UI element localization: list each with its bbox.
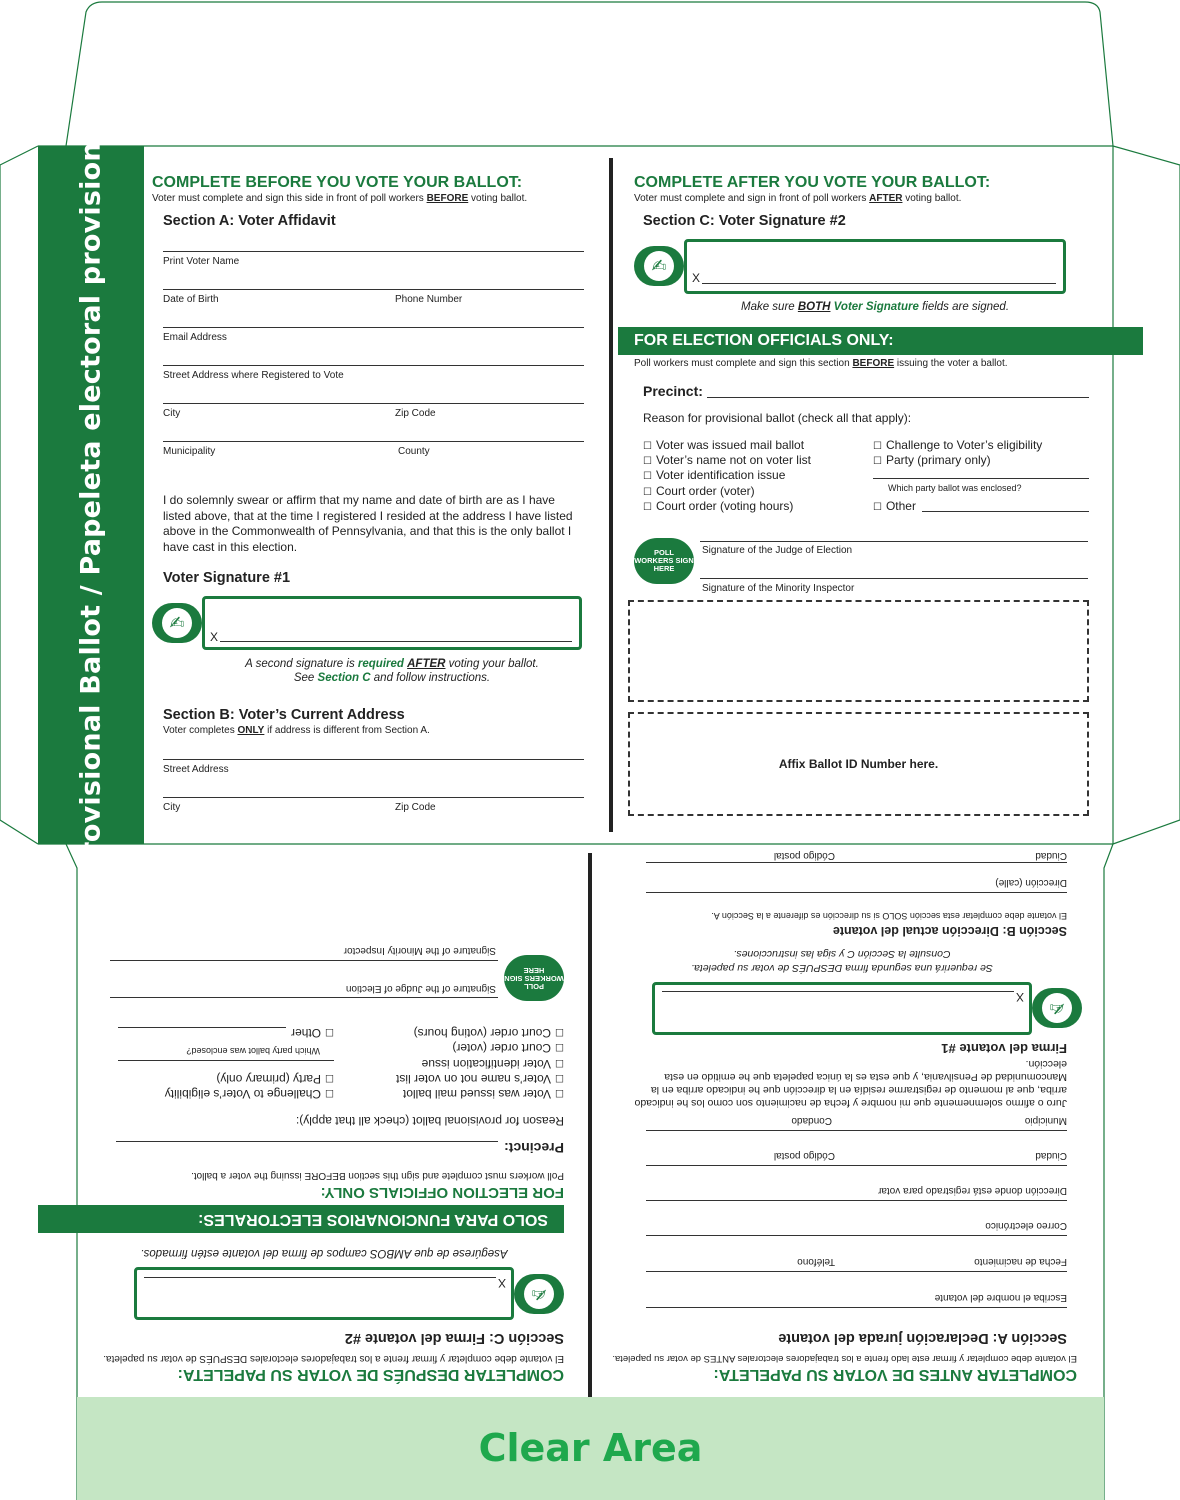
flipped-officials-sub: Poll workers must complete and sign this section BEFORE issuing the voter a ballot. — [191, 1170, 564, 1181]
signature-line — [144, 1277, 496, 1278]
reason-checkbox[interactable]: ☐ Voter identification issue — [643, 468, 785, 482]
flipped-note-2: Consulte la Sección C y siga las instrucciones. — [733, 948, 951, 960]
officials-subheading: Poll workers must complete and sign this section BEFORE issuing the voter a ballot. — [634, 358, 1008, 369]
email-line[interactable] — [163, 327, 584, 328]
street-line[interactable] — [163, 365, 584, 366]
b-zip-label: Zip Code — [395, 802, 436, 813]
pen-hand-icon: ✍ — [1032, 988, 1082, 1028]
flipped-section-a — [597, 850, 1087, 1393]
judge-signature-line[interactable] — [700, 541, 1088, 542]
which-party-label: Which party ballot was enclosed? — [888, 483, 1022, 493]
flipped-reason: Reason for provisional ballot (check all that apply): — [295, 1114, 564, 1128]
flipped-subheading: El votante debe completar y firmar frente a los trabajadores electorales DESPUÉS de votar su papeleta. — [103, 1353, 564, 1364]
poll-workers-badge: POLL WORKERS SIGN HERE — [634, 538, 694, 584]
flipped-make-sure: Asegúrese de que AMBOS campos de firma del votante estén firmados. — [140, 1247, 508, 1259]
right-subheading: Voter must complete and sign in front of poll workers AFTER voting ballot. — [634, 193, 962, 204]
print-name-line[interactable] — [163, 251, 584, 252]
reason-checkbox[interactable]: ☐ Voter was issued mail ballot — [403, 1087, 564, 1101]
affix-label: Affix Ballot ID Number here. — [778, 757, 939, 771]
signature-x-mark: X — [1015, 990, 1024, 1004]
clear-area — [77, 1397, 1104, 1500]
flipped-municipality-label: Municipio — [1024, 1115, 1067, 1126]
reason-checkbox[interactable]: ☐ Voter identification issue — [422, 1057, 564, 1071]
section-b-subtitle: Voter completes ONLY if address is different from Section A. — [163, 725, 430, 736]
street-label: Street Address where Registered to Vote — [163, 370, 344, 381]
flipped-section-c — [38, 853, 586, 1393]
flipped-officials-bar-2: FOR ELECTION OFFICIALS ONLY: — [320, 1184, 564, 1201]
b-city-zip-line[interactable] — [163, 797, 584, 798]
reason-checkbox[interactable]: ☐ Challenge to Voter’s eligibility — [165, 1087, 334, 1101]
flipped-email-line[interactable] — [646, 1235, 1067, 1236]
oath-text: I do solemnly swear or affirm that my name and date of birth are as I have listed above, that at the time I registered I resided at the address I have listed above in the Commonwealth of Pennsylvania, and that this is the only ballot I have cast in this election. — [163, 493, 573, 554]
section-a-title: Section A: Voter Affidavit — [163, 213, 336, 229]
other-checkbox[interactable]: ☐ Other — [873, 499, 916, 513]
flipped-street-line[interactable] — [646, 1200, 1067, 1201]
flipped-zip-label: Código postal — [773, 1150, 835, 1161]
clear-area-label: Clear Area — [478, 1426, 703, 1470]
flipped-precinct: Precinct: — [504, 1140, 564, 1156]
flipped-signature-box[interactable] — [134, 1267, 514, 1320]
pen-hand-icon: ✍ — [152, 603, 202, 643]
reason-checkbox[interactable]: ☐ Party (primary only) — [216, 1072, 334, 1086]
center-divider — [609, 158, 613, 832]
flipped-heading: COMPLETAR ANTES DE VOTAR SU PAPELETA: — [713, 1366, 1077, 1383]
flipped-b-street-label: Dirección (calle) — [995, 877, 1067, 888]
ballot-id-dashed-box — [628, 600, 1089, 702]
flipped-dob-label: Fecha de nacimiento — [974, 1256, 1067, 1267]
county-label: County — [398, 446, 430, 457]
flipped-section-a-title: Sección A: Declaración jurada del votante — [778, 1330, 1067, 1346]
flipped-other-line[interactable] — [118, 1027, 286, 1028]
flipped-which-party: Which party ballot was enclosed? — [186, 1046, 320, 1056]
reason-label: Reason for provisional ballot (check all that apply): — [643, 411, 912, 425]
flipped-street-label: Dirección donde está registrado para votar — [878, 1185, 1067, 1196]
flipped-section-c-title: Sección C: Firma del votante #2 — [344, 1330, 564, 1346]
flipped-judge-label: Signature of the Judge of Election — [345, 983, 496, 994]
voter-signature-1-label: Voter Signature #1 — [163, 570, 291, 586]
reason-checkbox[interactable]: ☐ Party (primary only) — [873, 453, 991, 467]
flipped-minority-line[interactable] — [110, 960, 498, 961]
flipped-b-city-label: Ciudad — [1035, 850, 1067, 861]
flipped-b-city-line[interactable] — [646, 862, 1067, 863]
officials-bar: FOR ELECTION OFFICIALS ONLY: — [618, 327, 1143, 355]
phone-label: Phone Number — [395, 294, 463, 305]
see-section-c-note: See Section C and follow instructions. — [293, 672, 491, 684]
precinct-line[interactable] — [707, 397, 1089, 398]
flipped-party-line[interactable] — [118, 1060, 334, 1061]
reason-checkbox[interactable]: ☐ Court order (voting hours) — [414, 1026, 564, 1040]
reason-checkbox[interactable]: ☐ Voter’s name not on voter list — [396, 1072, 564, 1086]
city-label: City — [163, 408, 181, 419]
flipped-subheading: El votante debe completar y firmar este lado frente a los trabajadores electorales ANTES de votar su papeleta. — [612, 1353, 1077, 1364]
flipped-judge-line[interactable] — [110, 997, 498, 998]
dob-label: Date of Birth — [163, 294, 219, 305]
flipped-officials-bar: SOLO PARA FUNCIONARIOS ELECTORALES: — [38, 1205, 564, 1233]
signature-x-mark: X — [210, 630, 219, 644]
flipped-b-zip-label: Código postal — [773, 850, 835, 861]
flipped-municipality-line[interactable] — [646, 1130, 1067, 1131]
b-street-label: Street Address — [163, 764, 229, 775]
judge-signature-label: Signature of the Judge of Election — [702, 545, 853, 556]
signature-line — [220, 641, 572, 642]
reason-checkbox[interactable]: ☐ Voter’s name not on voter list — [643, 453, 811, 467]
municipality-label: Municipality — [163, 446, 216, 457]
other-line[interactable] — [922, 511, 1089, 512]
make-sure-note: Make sure BOTH Voter Signature fields are signed. — [740, 301, 1010, 313]
flipped-section-b-title: Sección B: Dirección actual del votante — [832, 924, 1067, 938]
second-signature-note: A second signature is required AFTER voting your ballot. — [245, 658, 539, 670]
precinct-label: Precinct: — [643, 383, 703, 399]
left-heading: COMPLETE BEFORE YOU VOTE YOUR BALLOT: — [152, 174, 523, 191]
pen-hand-icon: ✍ — [634, 246, 684, 286]
right-heading: COMPLETE AFTER YOU VOTE YOUR BALLOT: — [634, 174, 991, 191]
signature-x-mark: X — [497, 1276, 506, 1290]
flipped-dob-line[interactable] — [646, 1271, 1067, 1272]
b-street-line[interactable] — [163, 759, 584, 760]
signature-line — [662, 991, 1014, 992]
reason-checkbox[interactable]: ☐ Court order (voting hours) — [643, 499, 793, 513]
b-city-label: City — [163, 802, 181, 813]
reason-checkbox[interactable]: ☐ Challenge to Voter’s eligibility — [873, 438, 1042, 452]
city-zip-line[interactable] — [163, 403, 584, 404]
flipped-phone-label: Teléfono — [797, 1256, 835, 1267]
flipped-email-label: Correo electrónico — [985, 1220, 1067, 1231]
reason-checkbox[interactable]: ☐ Voter was issued mail ballot — [643, 438, 804, 452]
zip-label: Zip Code — [395, 408, 436, 419]
flipped-city-line[interactable] — [646, 1165, 1067, 1166]
flipped-heading: COMPLETAR DESPUÉS DE VOTAR SU PAPELETA: — [177, 1366, 564, 1383]
minority-signature-label: Signature of the Minority Inspector — [702, 583, 855, 594]
flipped-note-1: Se requerirá una segunda firma DESPUÉS de votar su papeleta. — [691, 962, 993, 974]
signature-line — [702, 283, 1056, 284]
poll-workers-badge: POLL WORKERS SIGN HERE — [504, 955, 564, 1001]
flipped-name-line[interactable] — [646, 1307, 1067, 1308]
dob-phone-line[interactable] — [163, 289, 584, 290]
reason-checkbox[interactable]: ☐ Court order (voter) — [643, 484, 755, 498]
flipped-city-label: Ciudad — [1035, 1150, 1067, 1161]
pen-hand-icon: ✍ — [514, 1274, 564, 1314]
flipped-precinct-line[interactable] — [116, 1141, 498, 1142]
other-checkbox[interactable]: ☐ Other — [291, 1026, 334, 1040]
left-subheading: Voter must complete and sign this side in front of poll workers BEFORE voting ballot. — [152, 193, 528, 204]
party-line[interactable] — [873, 478, 1089, 479]
minority-signature-line[interactable] — [700, 578, 1088, 579]
reason-checkbox[interactable]: ☐ Court order (voter) — [452, 1041, 564, 1055]
signature-x-mark: X — [692, 271, 701, 285]
print-name-label: Print Voter Name — [163, 256, 240, 267]
flipped-name-label: Escriba el nombre del votante — [934, 1292, 1067, 1303]
email-label: Email Address — [163, 332, 227, 343]
sidebar-title: Provisional Ballot / Papeleta electoral provisional — [75, 114, 107, 876]
lower-divider — [588, 853, 592, 1397]
flipped-county-label: Condado — [791, 1115, 832, 1126]
flipped-signature-1-box[interactable] — [652, 982, 1032, 1035]
flipped-signature-1-label: Firma del votante #1 — [941, 1041, 1067, 1056]
section-b-title: Section B: Voter’s Current Address — [163, 707, 405, 723]
voter-signature-2-box[interactable] — [684, 239, 1066, 294]
flipped-section-b-sub: El votante debe completar esta sección SOLO si su dirección es diferente a la Sección A. — [711, 911, 1067, 921]
flipped-minority-label: Signature of the Minority Inspector — [343, 945, 496, 956]
section-c-title: Section C: Voter Signature #2 — [643, 213, 846, 229]
flipped-oath: Juro o afirmo solemnemente que mi nombre y fecha de nacimiento son como los he indicado arriba, que al momento de registrarme residía en la dirección que he indicado arriba en la Mancomunidad de Pensilvania, y que esta es la única papeleta que he emitido en esta elección. — [634, 1058, 1067, 1109]
municipality-county-line[interactable] — [163, 441, 584, 442]
flipped-b-street-line[interactable] — [646, 892, 1067, 893]
